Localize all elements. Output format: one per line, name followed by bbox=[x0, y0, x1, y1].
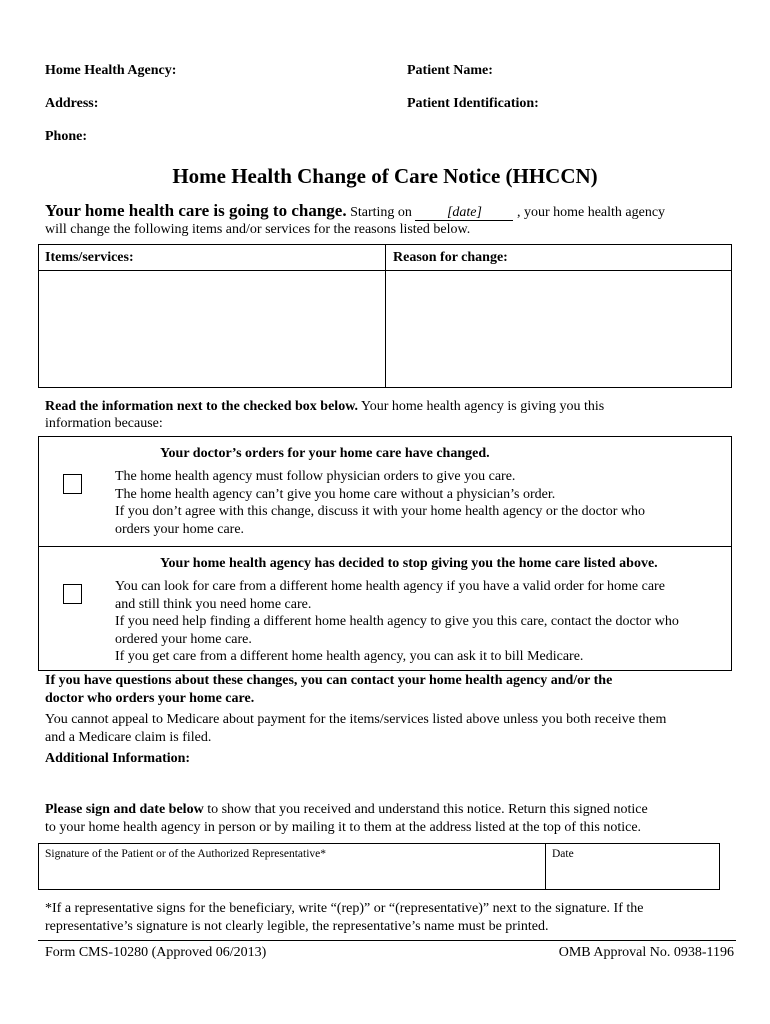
option-text-line: and still think you need home care. bbox=[115, 596, 312, 612]
option-text-line: ordered your home care. bbox=[115, 631, 252, 647]
date-label: Date bbox=[552, 848, 574, 860]
read-info-bold: Read the information next to the checked box below. bbox=[45, 399, 359, 414]
footnote-line-1: *If a representative signs for the beneficiary, write “(rep)” or “(representative)” next to the signature. If the bbox=[45, 901, 644, 916]
intro-after-date: , your home health agency bbox=[516, 205, 666, 220]
option-text-line: If you don’t agree with this change, discuss it with your home health agency or the doctor who bbox=[115, 504, 646, 520]
option-text-line: You can look for care from a different home health agency if you have a valid order for home care bbox=[115, 579, 665, 594]
items-services-header: Items/services: bbox=[45, 250, 134, 265]
patient-name-label: Patient Name: bbox=[407, 63, 493, 78]
option-text-line: orders your home care. bbox=[115, 521, 245, 537]
intro-starting-on: Starting on bbox=[350, 205, 412, 220]
signature-box bbox=[38, 843, 720, 890]
footer-rule bbox=[38, 940, 736, 941]
read-info-text: Your home health agency is giving you this bbox=[361, 399, 605, 414]
items-table bbox=[38, 244, 732, 388]
sign-text: to show that you received and understand this notice. Return this signed notice bbox=[207, 802, 648, 817]
option-agency-stop-title: Your home health agency has decided to stop giving you the home care listed above. bbox=[160, 556, 658, 571]
signature-field[interactable] bbox=[40, 864, 543, 889]
address-label: Address: bbox=[45, 96, 99, 111]
agency-label: Home Health Agency: bbox=[45, 63, 177, 78]
patient-id-label: Patient Identification: bbox=[407, 96, 539, 111]
reason-for-change-header: Reason for change: bbox=[393, 250, 508, 265]
table-column-divider bbox=[385, 245, 386, 387]
appeal-line-2: and a Medicare claim is filed. bbox=[45, 730, 212, 745]
questions-line-1: If you have questions about these changes, you can contact your home health agency and/or the bbox=[45, 673, 613, 688]
option-doctor-orders-text bbox=[115, 468, 725, 538]
appeal-line-1: You cannot appeal to Medicare about payment for the items/services listed above unless you both receive them bbox=[45, 712, 667, 727]
sign-bold: Please sign and date below bbox=[45, 802, 204, 817]
items-services-field[interactable] bbox=[40, 272, 383, 386]
read-info-line-1 bbox=[45, 399, 604, 415]
agency-stop-checkbox[interactable] bbox=[63, 584, 82, 604]
sign-line-2: to your home health agency in person or by mailing it to them at the address listed at the top of this notice. bbox=[45, 820, 642, 835]
signature-date-field[interactable] bbox=[547, 864, 719, 889]
option-text-line: The home health agency can’t give you home care without a physician’s order. bbox=[115, 486, 556, 502]
additional-info-field[interactable] bbox=[45, 770, 735, 798]
option-text-line: If you need help finding a different home health agency to give you this care, contact the doctor who bbox=[115, 614, 679, 630]
reason-for-change-field[interactable] bbox=[387, 272, 730, 386]
phone-label: Phone: bbox=[45, 129, 87, 144]
option-agency-stop-box bbox=[38, 546, 732, 671]
sign-line-1 bbox=[45, 802, 648, 818]
signature-label: Signature of the Patient or of the Authorized Representative* bbox=[45, 848, 327, 860]
option-agency-stop-text bbox=[115, 578, 725, 666]
option-text-line: If you get care from a different home health agency, you can ask it to bill Medicare. bbox=[115, 649, 584, 665]
option-doctor-orders-box bbox=[38, 436, 732, 547]
signature-divider bbox=[545, 844, 546, 889]
questions-line-2: doctor who orders your home care. bbox=[45, 691, 255, 706]
intro-line-1 bbox=[45, 201, 665, 221]
intro-lead: Your home health care is going to change. bbox=[45, 201, 347, 220]
option-doctor-orders-title: Your doctor’s orders for your home care have changed. bbox=[160, 446, 490, 461]
option-text-line: The home health agency must follow physician orders to give you care. bbox=[115, 469, 516, 484]
date-field[interactable]: [date] bbox=[415, 205, 513, 221]
read-info-line-2: information because: bbox=[45, 416, 163, 431]
doctor-orders-checkbox[interactable] bbox=[63, 474, 82, 494]
page-title: Home Health Change of Care Notice (HHCCN) bbox=[172, 164, 598, 188]
footnote-line-2: representative’s signature is not clearly legible, the representative’s name must be printed. bbox=[45, 919, 549, 934]
additional-info-label: Additional Information: bbox=[45, 751, 191, 766]
form-number: Form CMS-10280 (Approved 06/2013) bbox=[45, 945, 267, 960]
omb-approval: OMB Approval No. 0938-1196 bbox=[558, 945, 734, 960]
intro-line-2: will change the following items and/or services for the reasons listed below. bbox=[45, 222, 471, 237]
